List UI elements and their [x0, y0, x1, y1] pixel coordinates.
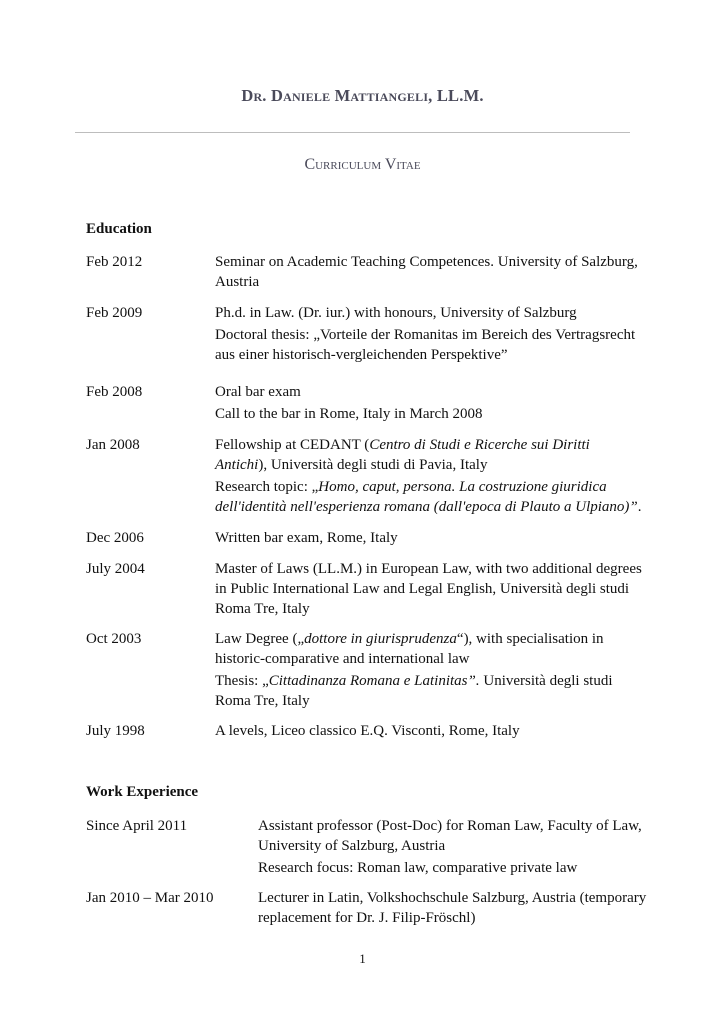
cv-author-name: Dr. Daniele Mattiangeli, LL.M.	[241, 86, 484, 105]
header-divider	[75, 132, 630, 133]
entry-line: Lecturer in Latin, Volkshochschule Salzburg, Austria (temporary replacement for Dr. J. Filip-Fröschl)	[258, 890, 647, 926]
entry-date: Feb 2012	[86, 254, 143, 270]
entry-line: Seminar on Academic Teaching Competences. University of Salzburg, Austria	[215, 254, 638, 290]
entry-description	[215, 629, 645, 713]
page-number: 1	[359, 951, 366, 966]
entry-description	[215, 721, 645, 743]
text-run: Thesis: „	[215, 673, 269, 689]
text-run: “), with specialisation in historic-comparative and international law	[215, 631, 604, 667]
entry-date: Dec 2006	[86, 530, 144, 546]
text-run: Law Degree („	[215, 631, 305, 647]
entry-description	[258, 816, 648, 880]
italic-text: Homo, caput, persona. La costruzione giuridica dell'identità nell'esperienza romana (dall'epoca di Plauto a Ulpiano)”	[215, 479, 638, 515]
document-title: Curriculum Vitae	[304, 156, 421, 173]
entry-line: Assistant professor (Post-Doc) for Roman Law, Faculty of Law, University of Salzburg, Austria	[258, 818, 642, 854]
entry-date: July 2004	[86, 561, 145, 577]
entry-line: Doctoral thesis: „Vorteile der Romanitas im Bereich des Vertragsrecht aus einer historisch-vergleichenden Perspektive”	[215, 327, 636, 363]
entry-line: Call to the bar in Rome, Italy in March 2008	[215, 406, 483, 422]
entry-date: Jan 2010 – Mar 2010	[86, 890, 214, 906]
entry-description	[215, 435, 645, 519]
entry-line: Written bar exam, Rome, Italy	[215, 530, 398, 546]
italic-text: Centro di Studi e Ricerche sui Diritti Antichi	[215, 437, 590, 473]
entry-line: Master of Laws (LL.M.) in European Law, with two additional degrees in Public International Law and Legal English, Università degli studi Roma Tre, Italy	[215, 561, 642, 617]
italic-text: dottore in giurisprudenza	[304, 631, 457, 647]
entry-date: Oct 2003	[86, 631, 142, 647]
entry-date: Jan 2008	[86, 437, 140, 453]
section-heading-work-experience: Work Experience	[86, 784, 199, 800]
text-run: .	[637, 499, 642, 515]
entry-line: A levels, Liceo classico E.Q. Visconti, Rome, Italy	[215, 723, 520, 739]
text-run: Fellowship at CEDANT (	[215, 437, 370, 453]
entry-description	[215, 528, 645, 550]
entry-line: Research focus: Roman law, comparative private law	[258, 860, 578, 876]
entry-line	[215, 477, 645, 517]
entry-date: July 1998	[86, 723, 145, 739]
entry-date: Feb 2009	[86, 305, 143, 321]
entry-line: Ph.d. in Law. (Dr. iur.) with honours, University of Salzburg	[215, 305, 577, 321]
entry-line	[215, 629, 645, 669]
entry-line	[215, 671, 645, 711]
entry-line: Oral bar exam	[215, 384, 301, 400]
entry-description	[215, 559, 645, 621]
entry-description	[215, 382, 645, 426]
text-run: Research topic: „	[215, 479, 319, 495]
entry-date: Feb 2008	[86, 384, 143, 400]
entry-description	[215, 252, 645, 294]
entry-description	[258, 888, 648, 930]
text-run: ), Università degli studi di Pavia, Italy	[258, 457, 488, 473]
entry-date: Since April 2011	[86, 818, 188, 834]
entry-description	[215, 303, 645, 367]
text-run: Università degli studi Roma Tre, Italy	[215, 673, 613, 709]
entry-line	[215, 435, 645, 475]
section-heading-education: Education	[86, 221, 152, 237]
italic-text: Cittadinanza Romana e Latinitas”.	[268, 673, 480, 689]
